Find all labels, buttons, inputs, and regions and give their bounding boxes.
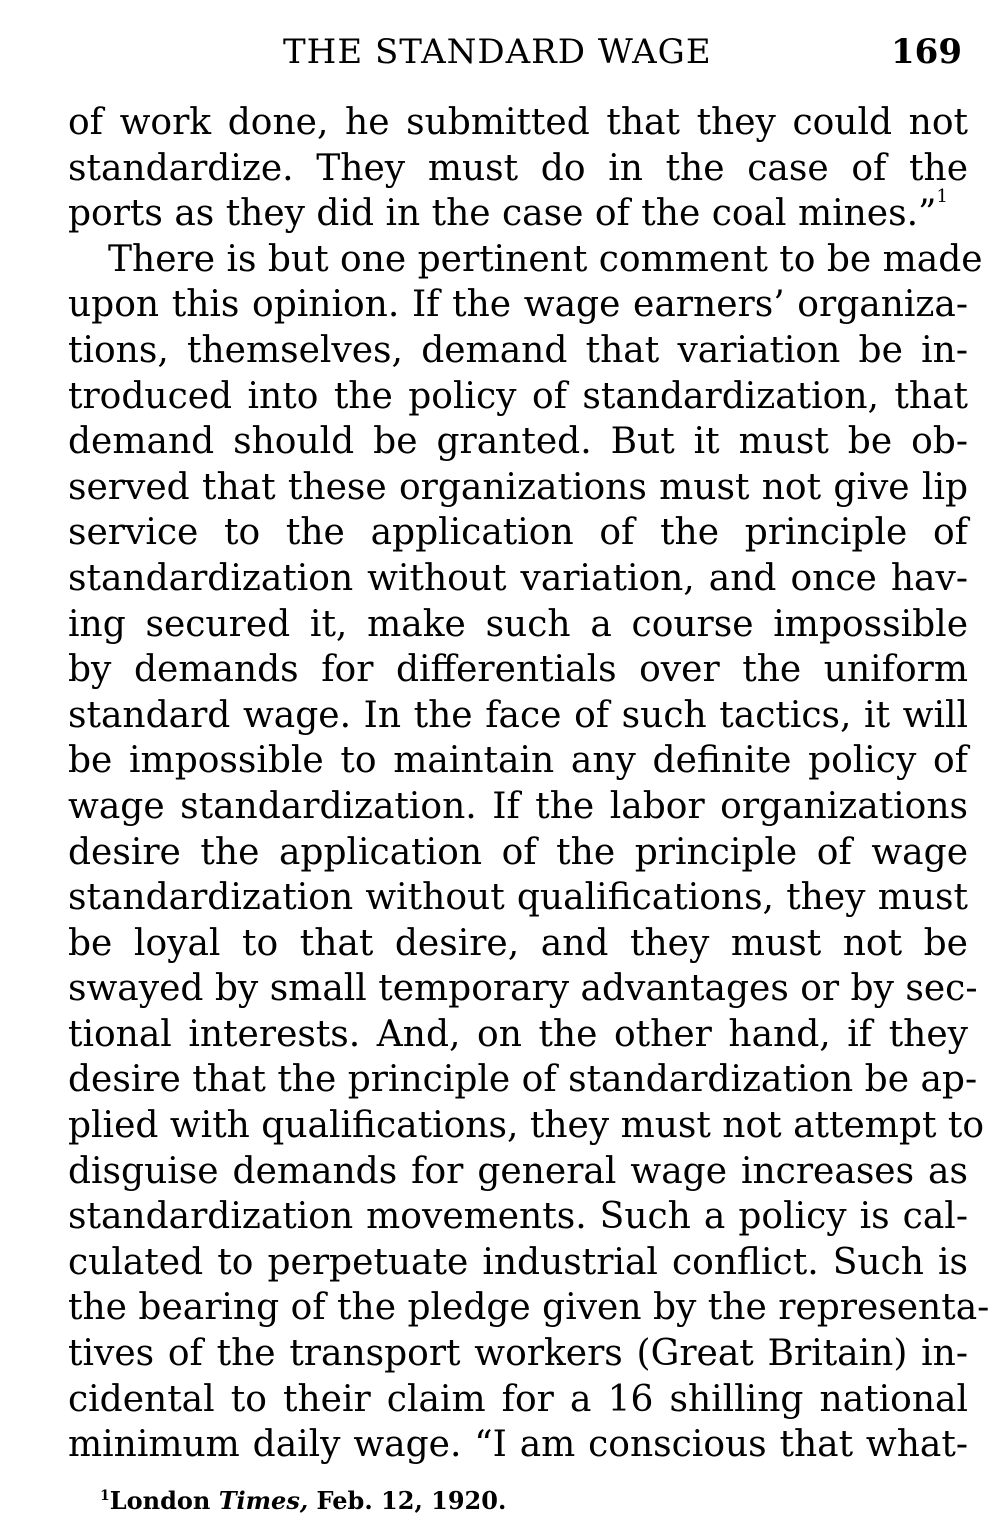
footnote-publication: Times,	[218, 1486, 309, 1515]
text-line: minimum daily wage. “I am conscious that what-	[68, 1424, 968, 1466]
text-line: be impossible to maintain any definite policy of	[68, 740, 968, 782]
text-line: be loyal to that desire, and they must not be	[68, 922, 968, 964]
running-title: THE STANDARD WAGE	[283, 32, 712, 72]
footnote-number: 1	[100, 1488, 110, 1504]
text-line: desire that the principle of standardization be ap-	[68, 1059, 978, 1101]
text-line: plied with qualifications, they must not attempt to	[68, 1105, 984, 1147]
footnote-text-before: London	[109, 1486, 219, 1515]
text-line: standardization movements. Such a policy is cal-	[68, 1196, 968, 1238]
text-line: There is but one pertinent comment to be made	[108, 238, 983, 280]
text-line: service to the application of the principle of	[68, 512, 968, 554]
text-line: of work done, he submitted that they could not	[68, 102, 968, 143]
text-line: tives of the transport workers (Great Britain) in-	[68, 1333, 968, 1375]
text-line: upon this opinion. If the wage earners’ organiza-	[68, 284, 968, 326]
text-line: standardization without qualifications, they must	[68, 877, 968, 919]
body-text	[68, 100, 990, 1468]
text-line: standard wage. In the face of such tactics, it will	[68, 694, 968, 736]
footnote	[100, 1486, 506, 1515]
text-line: standardize. They must do in the case of the	[68, 147, 968, 189]
text-line: by demands for differentials over the uniform	[68, 649, 968, 691]
running-head	[0, 26, 1000, 78]
text-line: ing secured it, make such a course impossible	[68, 603, 968, 645]
text-line: demand should be granted. But it must be ob-	[68, 421, 968, 463]
text-line: served that these organizations must not give lip	[68, 466, 968, 508]
text-line: the bearing of the pledge given by the representa-	[68, 1287, 990, 1329]
text-line: disguise demands for general wage increases as	[68, 1150, 968, 1192]
text-line-content: ports as they did in the case of the coal mines.”	[68, 193, 937, 235]
text-line: troduced into the policy of standardization, that	[68, 375, 968, 417]
page-number: 169	[891, 32, 962, 72]
text-line: standardization without variation, and once hav-	[68, 557, 968, 599]
text-line: tional interests. And, on the other hand, if they	[68, 1013, 968, 1055]
text-line: cidental to their claim for a 16 shilling national	[68, 1378, 968, 1420]
text-line: tions, themselves, demand that variation be in-	[68, 329, 968, 371]
text-line: culated to perpetuate industrial conflict. Such is	[68, 1241, 968, 1283]
text-line	[68, 186, 968, 237]
footnote-text-after: Feb. 12, 1920.	[308, 1486, 507, 1515]
text-line: wage standardization. If the labor organizations	[68, 785, 968, 827]
text-line: desire the application of the principle of wage	[68, 831, 968, 873]
text-line: swayed by small temporary advantages or by sec-	[68, 968, 978, 1010]
footnote-reference: 1	[936, 186, 948, 208]
